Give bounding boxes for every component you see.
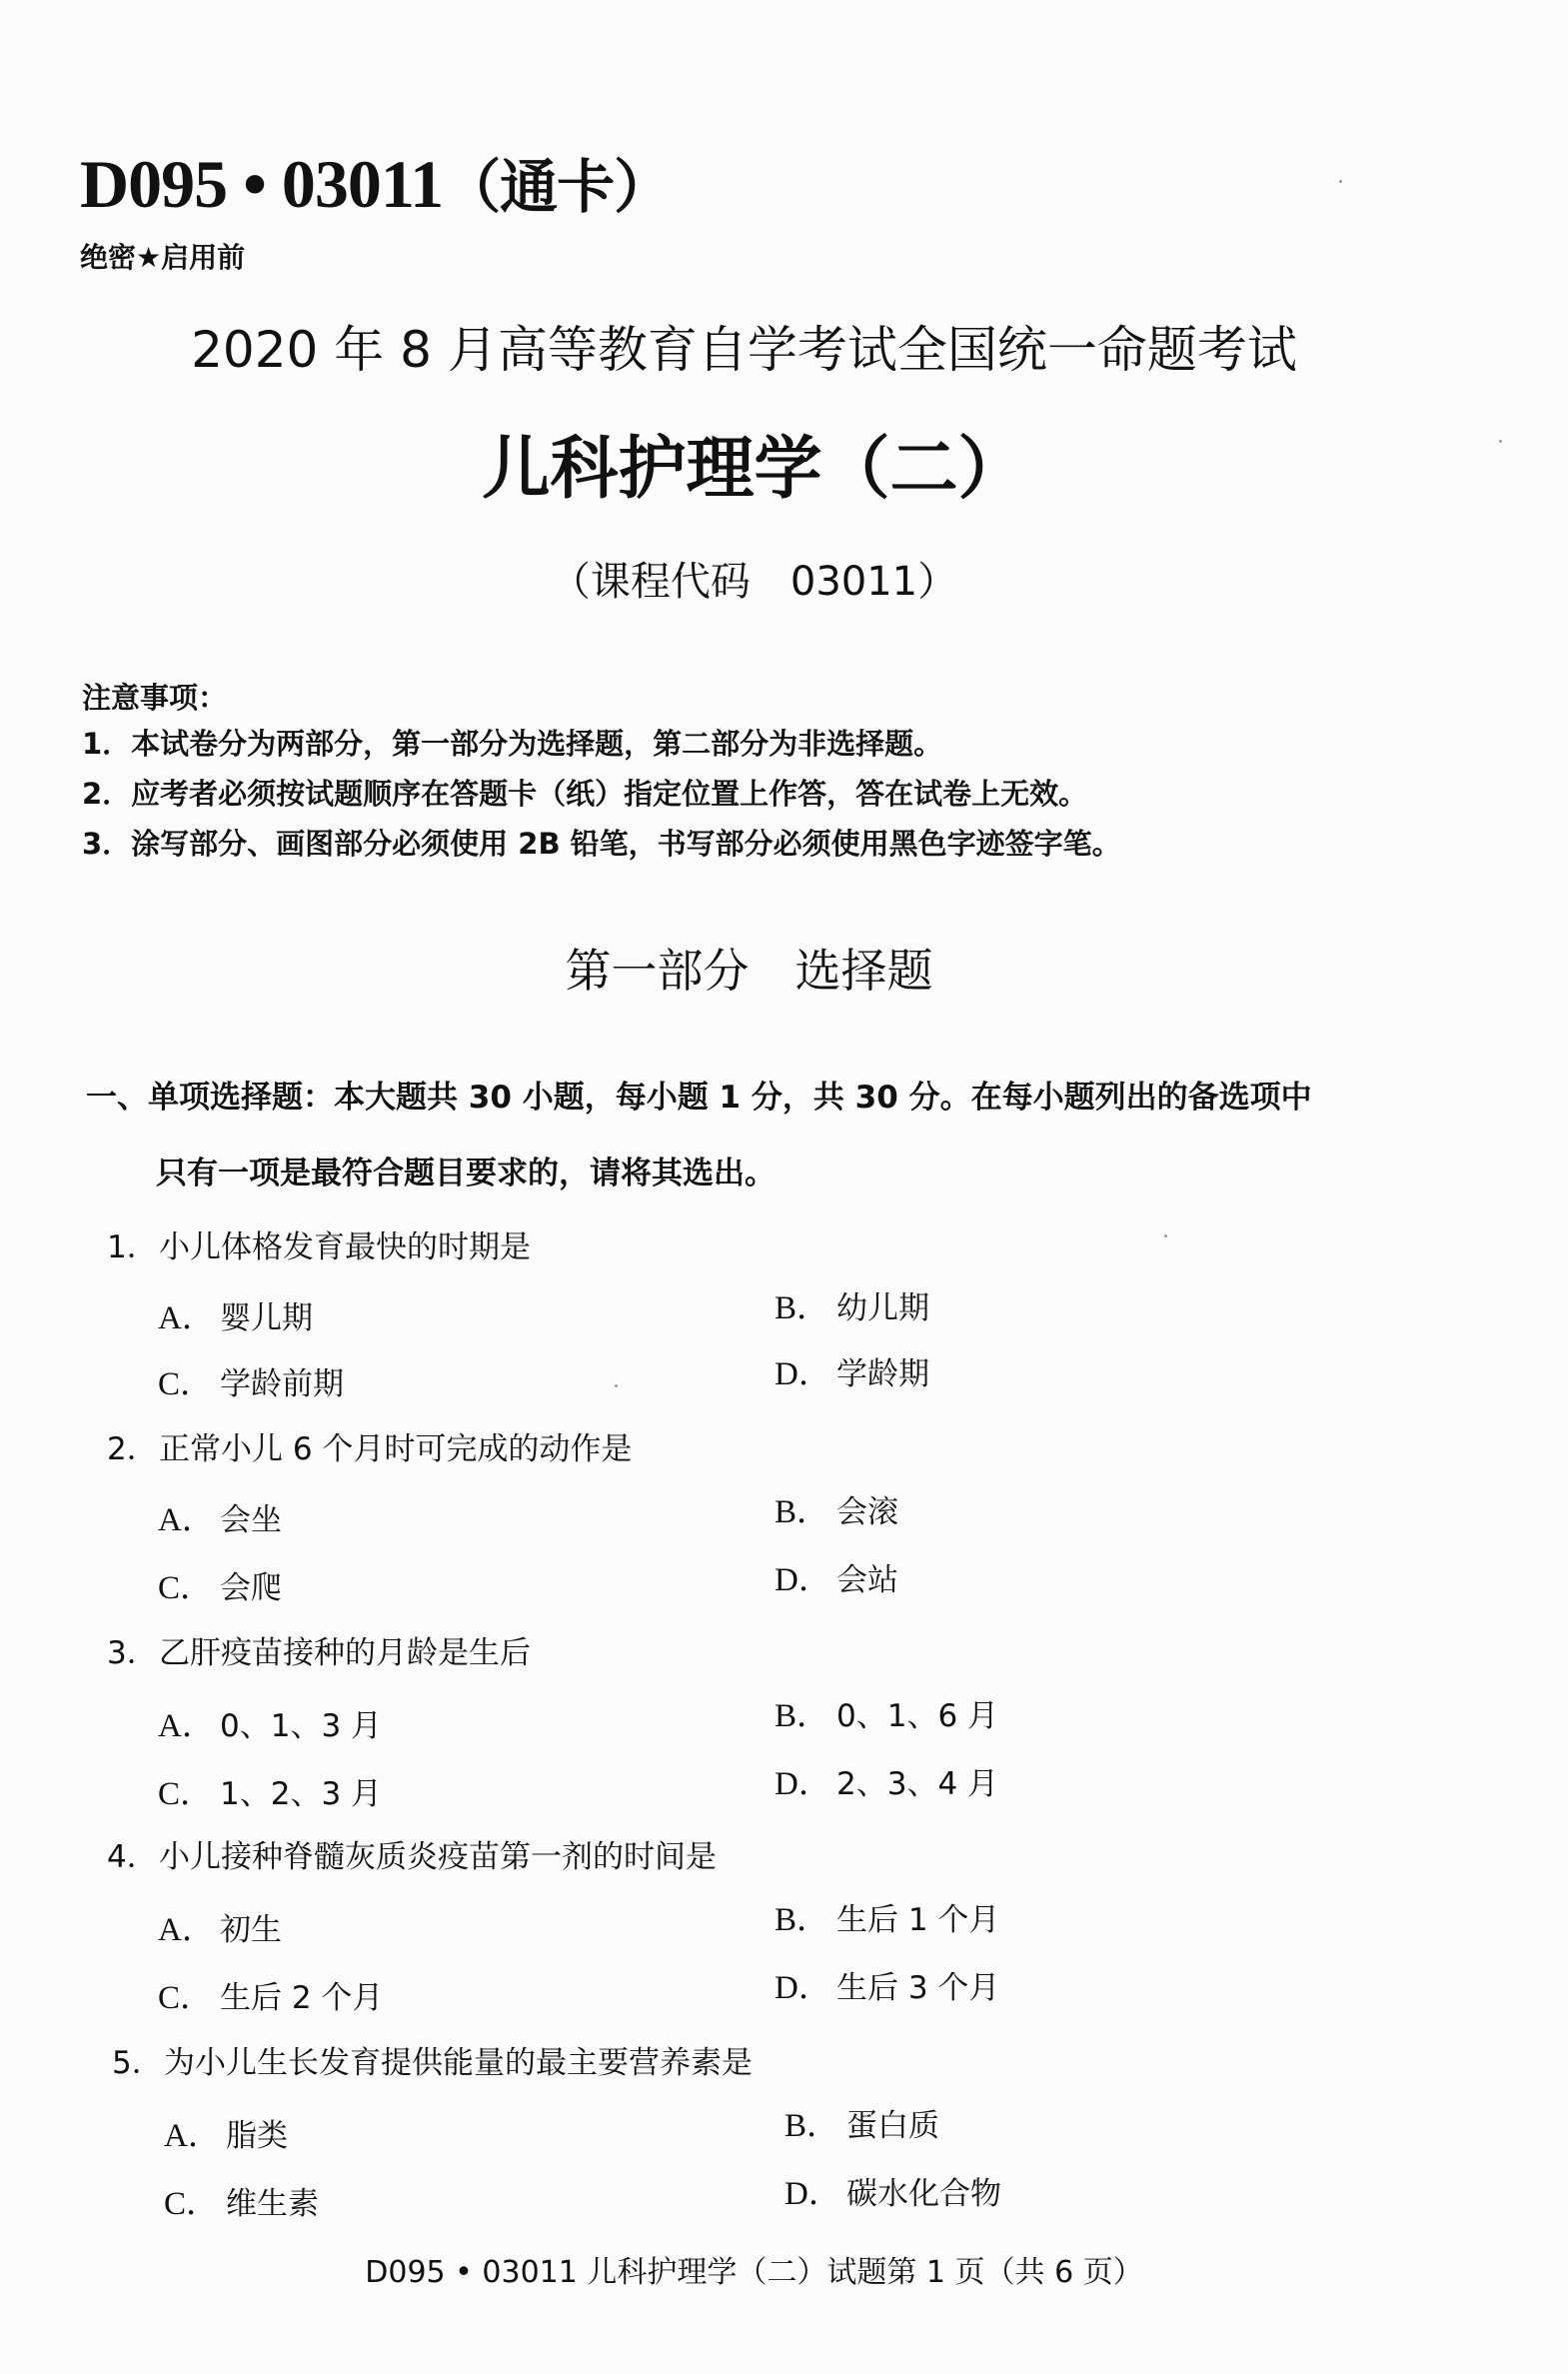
q2-option-a[interactable]: A． 会坐 <box>158 1502 282 1538</box>
q3-option-a[interactable]: A． 0、1、3 月 <box>158 1708 383 1744</box>
question-number: 3． <box>107 1635 158 1671</box>
question-number: 5． <box>112 2045 163 2081</box>
exam-title: 2020 年 8 月高等教育自学考试全国统一命题考试 <box>191 321 1297 379</box>
q1-option-a[interactable]: A． 婴儿期 <box>158 1300 313 1336</box>
q3-option-b[interactable]: B． 0、1、6 月 <box>775 1698 999 1734</box>
q4-option-a[interactable]: A． 初生 <box>158 1912 282 1948</box>
secrecy-label: 绝密★启用前 <box>80 241 246 274</box>
paper-code-header <box>80 146 672 222</box>
scan-speck <box>1499 440 1502 443</box>
note-item: 3．涂写部分、画图部分必须使用 2B 铅笔，书写部分必须使用黑色字迹签字笔。 <box>82 827 1121 861</box>
q2-option-d[interactable]: D． 会站 <box>775 1562 898 1598</box>
scan-speck <box>1164 1234 1167 1237</box>
course-code: （课程代码 03011） <box>550 559 958 605</box>
paper-code: D095 • 03011 <box>80 146 444 222</box>
q4-option-d[interactable]: D． 生后 3 个月 <box>775 1970 1000 2006</box>
card-type: （通卡） <box>443 153 672 221</box>
scan-speck <box>615 1384 618 1387</box>
q4-option-b[interactable]: B． 生后 1 个月 <box>775 1902 1000 1938</box>
question-number: 2． <box>107 1431 158 1467</box>
part-heading: 第一部分 选择题 <box>565 944 933 998</box>
q5-option-b[interactable]: B． 蛋白质 <box>784 2108 939 2144</box>
question-2 <box>107 1423 632 1468</box>
q1-option-d[interactable]: D． 学龄期 <box>775 1356 929 1392</box>
q5-option-d[interactable]: D． 碳水化合物 <box>784 2176 1001 2212</box>
question-stem: 正常小儿 6 个月时可完成的动作是 <box>159 1431 633 1467</box>
question-number: 4． <box>107 1839 158 1875</box>
section-instruction-line2: 只有一项是最符合题目要求的，请将其选出。 <box>156 1156 776 1191</box>
course-title: 儿科护理学（二） <box>482 430 1026 509</box>
question-stem: 小儿接种脊髓灰质炎疫苗第一剂的时间是 <box>159 1839 717 1875</box>
scan-speck <box>1339 180 1342 183</box>
notes-heading: 注意事项： <box>82 681 228 715</box>
question-number: 1． <box>107 1229 158 1265</box>
question-stem: 乙肝疫苗接种的月龄是生后 <box>159 1635 531 1671</box>
note-item: 1．本试卷分为两部分，第一部分为选择题，第二部分为非选择题。 <box>82 727 943 761</box>
q5-option-a[interactable]: A． 脂类 <box>164 2118 288 2154</box>
q2-option-b[interactable]: B． 会滚 <box>775 1494 898 1530</box>
q1-option-c[interactable]: C． 学龄前期 <box>158 1366 344 1402</box>
section-instruction-line1: 一、单项选择题：本大题共 30 小题，每小题 1 分，共 30 分。在每小题列出的备选项中 <box>86 1080 1312 1116</box>
note-item: 2．应考者必须按试题顺序在答题卡（纸）指定位置上作答，答在试卷上无效。 <box>82 777 1088 811</box>
question-3 <box>107 1627 531 1672</box>
question-4 <box>107 1831 717 1876</box>
question-stem: 为小儿生长发育提供能量的最主要营养素是 <box>164 2045 753 2081</box>
q3-option-d[interactable]: D． 2、3、4 月 <box>775 1766 999 1802</box>
q1-option-b[interactable]: B． 幼儿期 <box>775 1290 929 1326</box>
q3-option-c[interactable]: C． 1、2、3 月 <box>158 1776 383 1812</box>
question-stem: 小儿体格发育最快的时期是 <box>159 1229 531 1265</box>
question-1 <box>107 1221 531 1266</box>
q5-option-c[interactable]: C． 维生素 <box>164 2186 319 2222</box>
question-5 <box>112 2037 753 2082</box>
q4-option-c[interactable]: C． 生后 2 个月 <box>158 1980 384 2016</box>
page-footer: D095 • 03011 儿科护理学（二）试题第 1 页（共 6 页） <box>365 2255 1143 2290</box>
q2-option-c[interactable]: C． 会爬 <box>158 1570 282 1606</box>
